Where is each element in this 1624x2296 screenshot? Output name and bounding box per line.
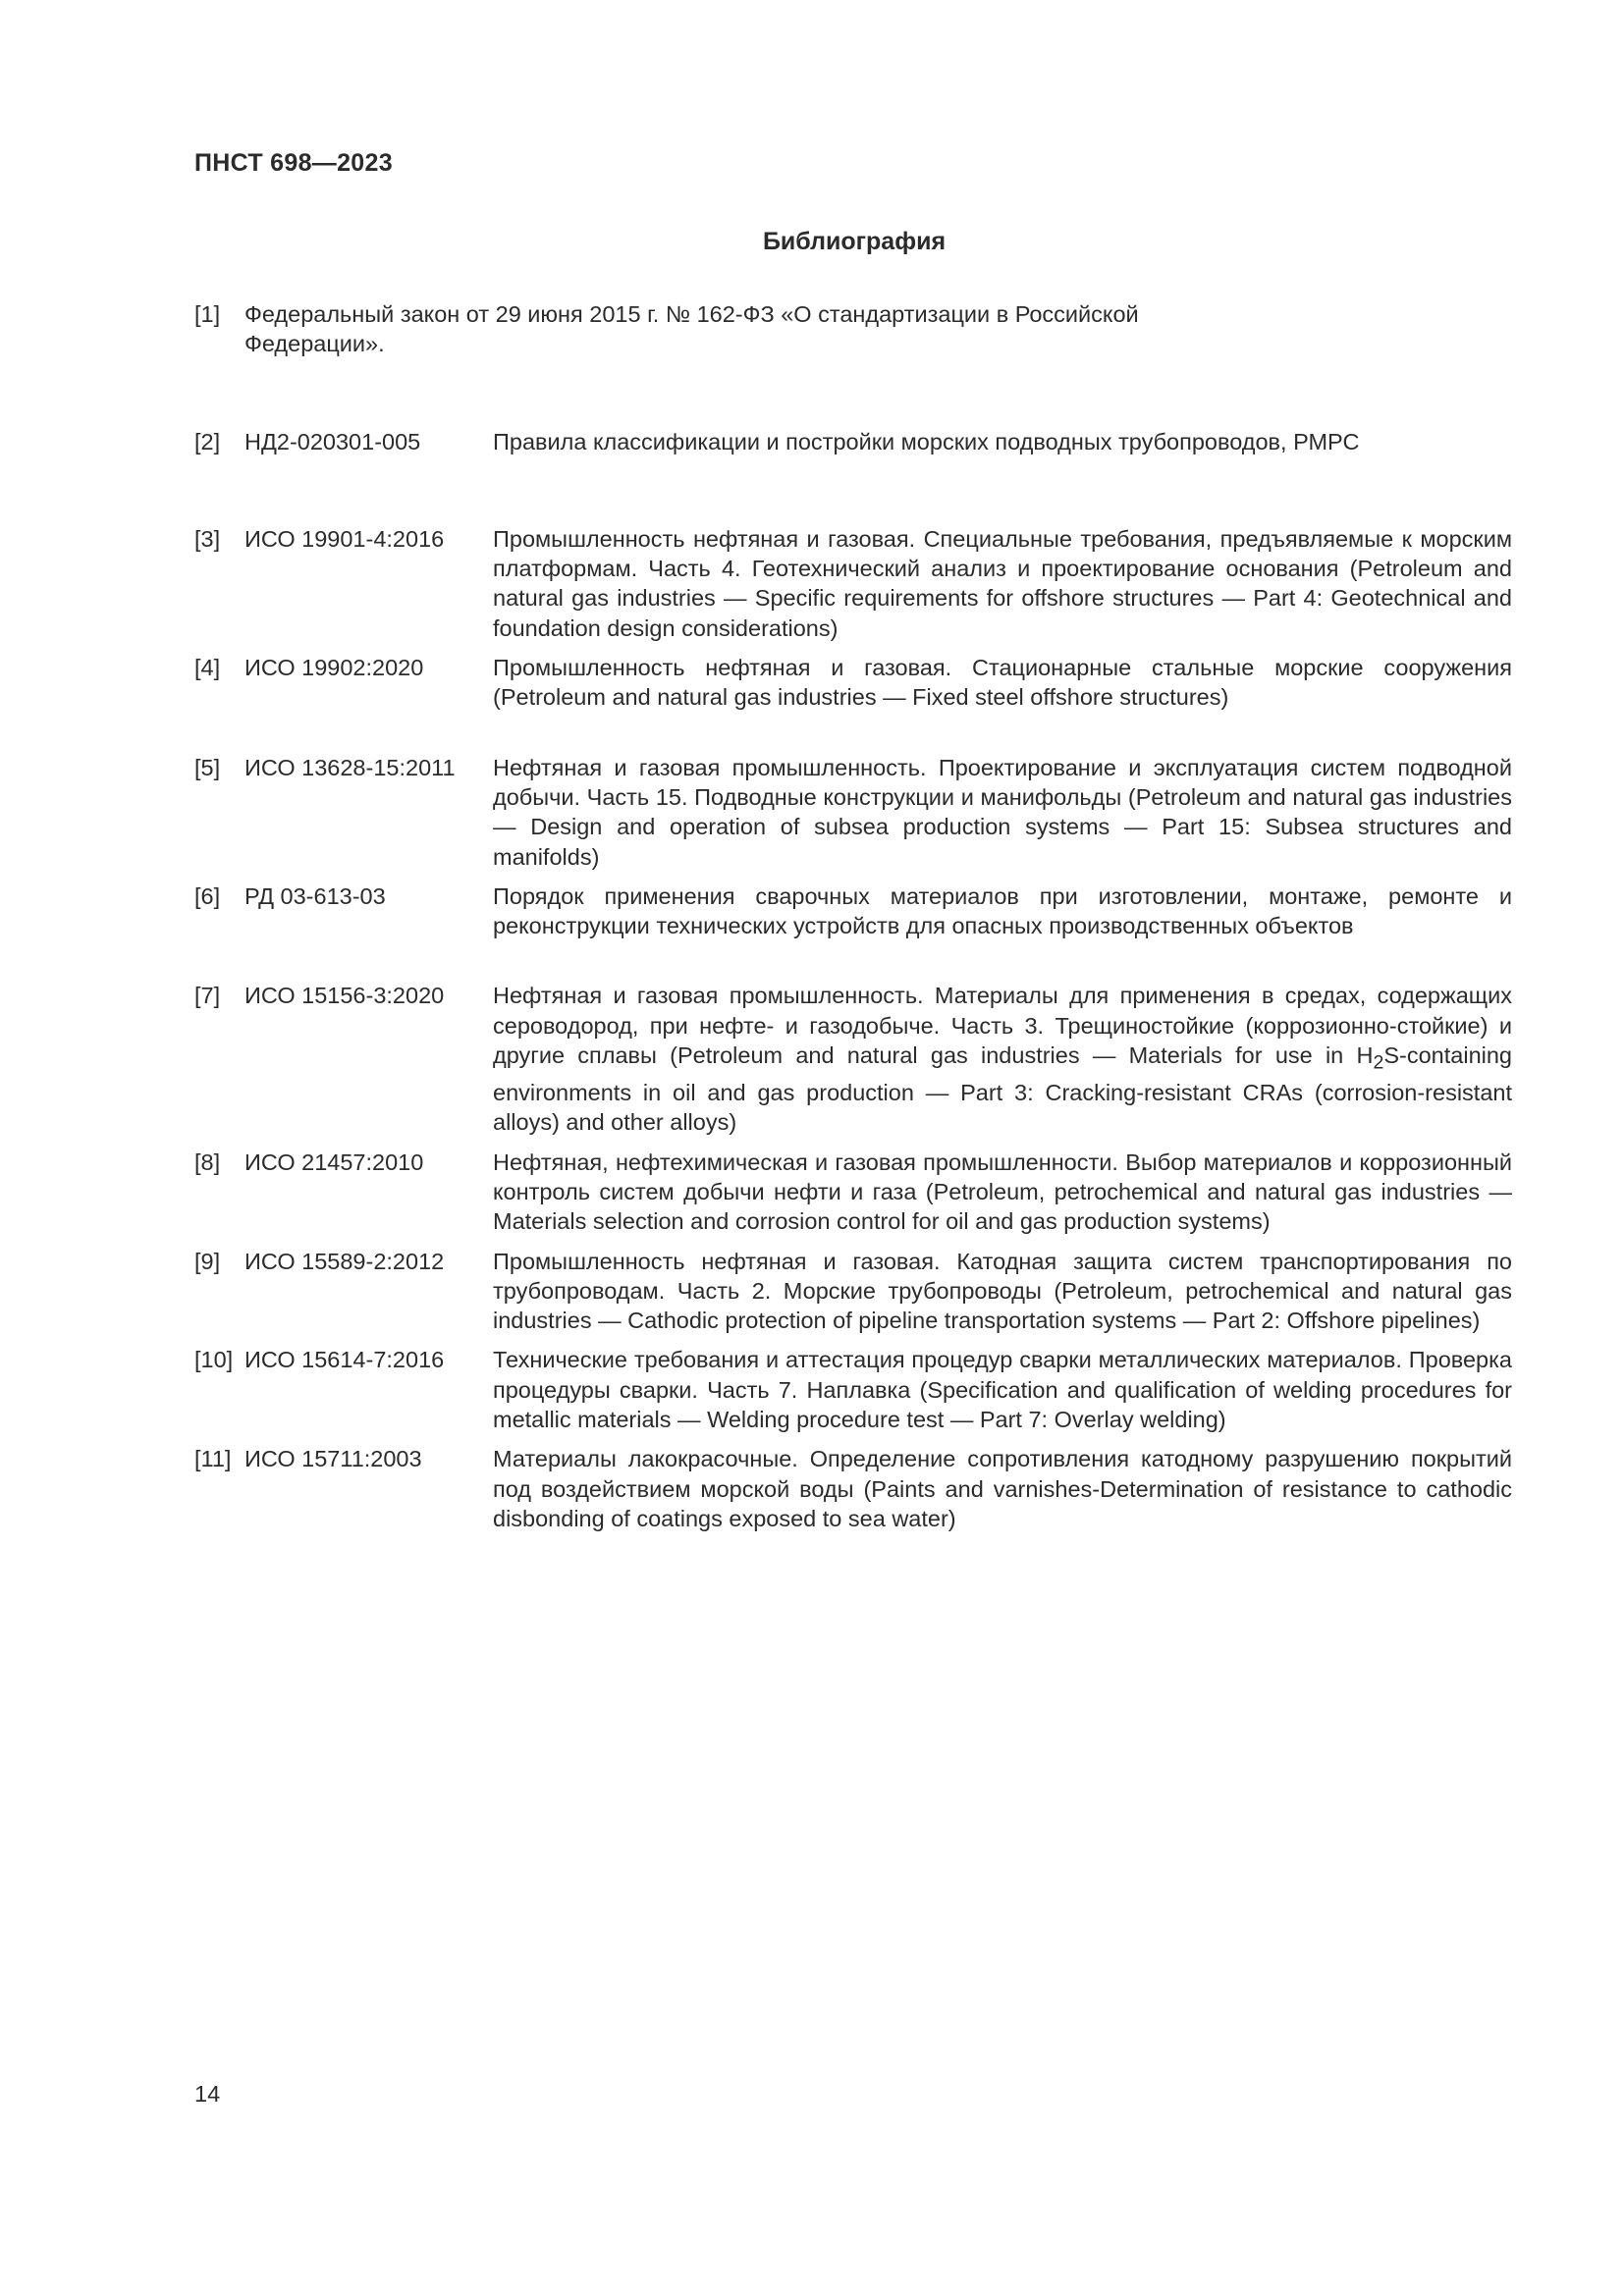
entry-number: [6] (194, 882, 221, 909)
bibliography-entry-1 (194, 299, 1512, 359)
bibliography-entry-2 (194, 427, 1512, 456)
entry-code: РД 03-613-03 (244, 882, 386, 909)
entry-number: [11] (194, 1446, 232, 1472)
entry-text: Правила классификации и постройки морских подводных трубопроводов, РМРС (493, 428, 1360, 454)
bibliography-entry-11 (194, 1444, 1512, 1533)
entry-text: Федеральный закон от 29 июня 2015 г. № 162-ФЗ «О стандартизации в Российской Федерации». (244, 301, 1139, 357)
entry-code: ИСО 15711:2003 (244, 1446, 422, 1472)
entry-number: [7] (194, 983, 221, 1009)
bibliography-entry-4 (194, 653, 1512, 713)
bibliography-entry-5 (194, 753, 1512, 872)
entry-code: ИСО 19901-4:2016 (244, 525, 445, 552)
bibliography-entry-3 (194, 524, 1512, 643)
bibliography-entry-9 (194, 1247, 1512, 1336)
bibliography-title: Библиография (762, 228, 947, 255)
entry-text-part: Нефтяная и газовая промышленность. Материалы для применения в средах, содержащих сероводород, при нефте- и газодобыче. Часть 3. Трещиностойкие (коррозионно-стойкие) и другие сплавы (Petroleum and natural gas industries — Materials for use in H (493, 983, 1512, 1069)
entry-code: ИСО 21457:2010 (244, 1148, 424, 1175)
bibliography-entry-8 (194, 1148, 1512, 1237)
bibliography-list (194, 299, 1512, 1533)
entry-text: Материалы лакокрасочные. Определение сопротивления катодному разрушению покрытий под воздействием морской воды (Paints and varnishes-Determination of resistance to cathodic disbonding of coatings exposed to sea water) (493, 1446, 1512, 1531)
entry-number: [2] (194, 428, 221, 454)
entry-code: ИСО 13628-15:2011 (244, 754, 456, 780)
entry-text: Нефтяная и газовая промышленность. Проектирование и эксплуатация систем подводной добычи. Часть 15. Подводные конструкции и манифольды (Petroleum and natural gas industries — Design and operation of subsea production systems — Part 15: Subsea structures and manifolds) (493, 754, 1512, 870)
bibliography-entry-10 (194, 1345, 1512, 1434)
entry-text-part: S-containing environments in oil and gas production — Part 3: Cracking-resistant CRAs (corrosion-resistant alloys) and other alloys) (493, 1042, 1512, 1136)
document-id-header: ПНСТ 698—2023 (194, 149, 393, 177)
entry-number: [3] (194, 525, 221, 552)
entry-text: Порядок применения сварочных материалов при изготовлении, монтаже, ремонте и реконструкции технических устройств для опасных производственных объектов (493, 882, 1512, 939)
entry-number: [4] (194, 655, 221, 681)
entry-text: Нефтяная, нефтехимическая и газовая промышленности. Выбор материалов и коррозионный контроль систем добычи нефти и газа (Petroleum, petrochemical and natural gas industries — Materials selection and corrosion control for oil and gas production systems) (493, 1148, 1512, 1235)
page-number: 14 (194, 2081, 221, 2107)
entry-number: [10] (194, 1347, 234, 1373)
entry-code: ИСО 15156-3:2020 (244, 983, 445, 1009)
entry-text: Промышленность нефтяная и газовая. Катодная защита систем транспортирования по трубопроводам. Часть 2. Морские трубопроводы (Petroleum, petrochemical and natural gas industries — Cathodic protection of pipeline transportation systems — Part 2: Offshore pipelines) (493, 1248, 1512, 1334)
entry-text: Технические требования и аттестация процедур сварки металлических материалов. Проверка процедуры сварки. Часть 7. Наплавка (Specification and qualification of welding procedures for metallic materials — Welding procedure test — Part 7: Overlay welding) (493, 1347, 1512, 1432)
entry-code: ИСО 15589-2:2012 (244, 1248, 445, 1274)
entry-text: Промышленность нефтяная и газовая. Специальные требования, предъявляемые к морским платформам. Часть 4. Геотехнический анализ и проектирование основания (Petroleum and natural gas industries — Specific requirements for offshore structures — Part 4: Geotechnical and foundation design considerations) (493, 525, 1512, 641)
entry-code: НД2-020301-005 (244, 428, 421, 454)
entry-number: [1] (194, 301, 221, 327)
entry-text: Промышленность нефтяная и газовая. Стационарные стальные морские сооружения (Petroleum and natural gas industries — Fixed steel offshore structures) (493, 655, 1512, 711)
entry-number: [9] (194, 1248, 221, 1274)
entry-text (493, 981, 1512, 1137)
bibliography-entry-6 (194, 881, 1512, 941)
bibliography-entry-7 (194, 981, 1512, 1137)
entry-number: [8] (194, 1148, 221, 1175)
subscript-2: 2 (1373, 1051, 1384, 1074)
entry-code: ИСО 19902:2020 (244, 655, 424, 681)
entry-number: [5] (194, 754, 221, 780)
entry-code: ИСО 15614-7:2016 (244, 1347, 445, 1373)
